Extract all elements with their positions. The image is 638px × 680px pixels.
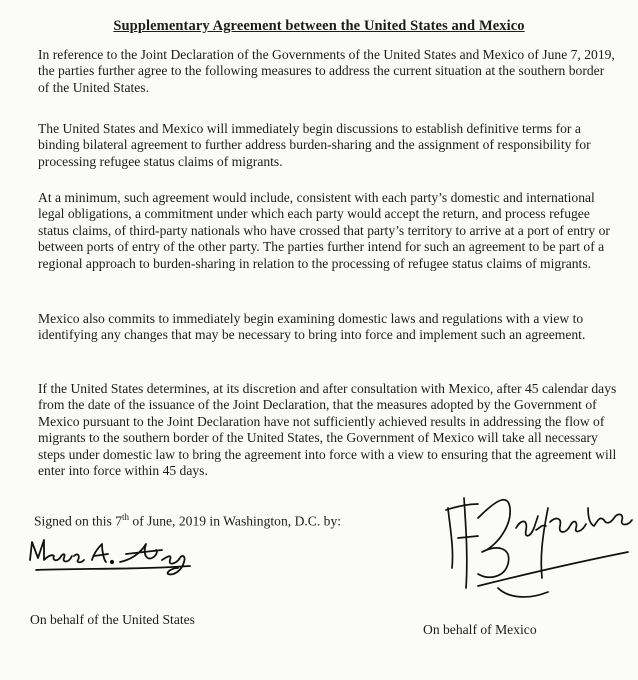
us-signature xyxy=(22,530,202,590)
behalf-united-states: On behalf of the United States xyxy=(30,612,195,627)
signed-suffix: of June, 2019 in Washington, D.C. by: xyxy=(129,513,342,529)
paragraph-1: In reference to the Joint Declaration of the Governments of the United States and Mexico of June 7, 2019, the parties further agree to the following measures to address the current situation at the southern border of the United States. xyxy=(38,47,615,95)
mexico-signature xyxy=(438,468,638,618)
paragraph-5: If the United States determines, at its discretion and after consultation with Mexico, after 45 calendar days from the date of the issuance of the Joint Declaration, that the measures adopted by the Government of Mexico pursuant to the Joint Declaration have not sufficiently achieved results in addressing the flow of migrants to the southern border of the United States, the Government of Mexico will take all necessary steps under domestic law to bring the agreement into force with a view to ensuring that the agreement will enter into force within 45 days. xyxy=(38,381,617,479)
signed-prefix: Signed on this 7 xyxy=(34,513,122,529)
paragraph-2: The United States and Mexico will immediately begin discussions to establish definitive terms for a binding bilateral agreement to further address burden-sharing and the assignment of responsibility for processing refugee status claims of migrants. xyxy=(38,121,591,169)
paragraph-3: At a minimum, such agreement would include, consistent with each party’s domestic and international legal obligations, a commitment under which each party would accept the return, and process refugee status claims, of third-party nationals who have crossed that party’s territory to arrive at a port of entry or between ports of entry of the other party. The parties further intend for such an agreement to be part of a regional approach to burden-sharing in relation to the processing of refugee status claims of migrants. xyxy=(38,190,610,271)
behalf-mexico: On behalf of Mexico xyxy=(423,622,537,637)
document-title: Supplementary Agreement between the United States and Mexico xyxy=(113,18,525,34)
signed-superscript: th xyxy=(122,512,130,522)
paragraph-4: Mexico also commits to immediately begin examining domestic laws and regulations with a view to identifying any changes that may be necessary to bring into force and implement such an agreement. xyxy=(38,311,586,343)
signed-line xyxy=(34,512,341,530)
